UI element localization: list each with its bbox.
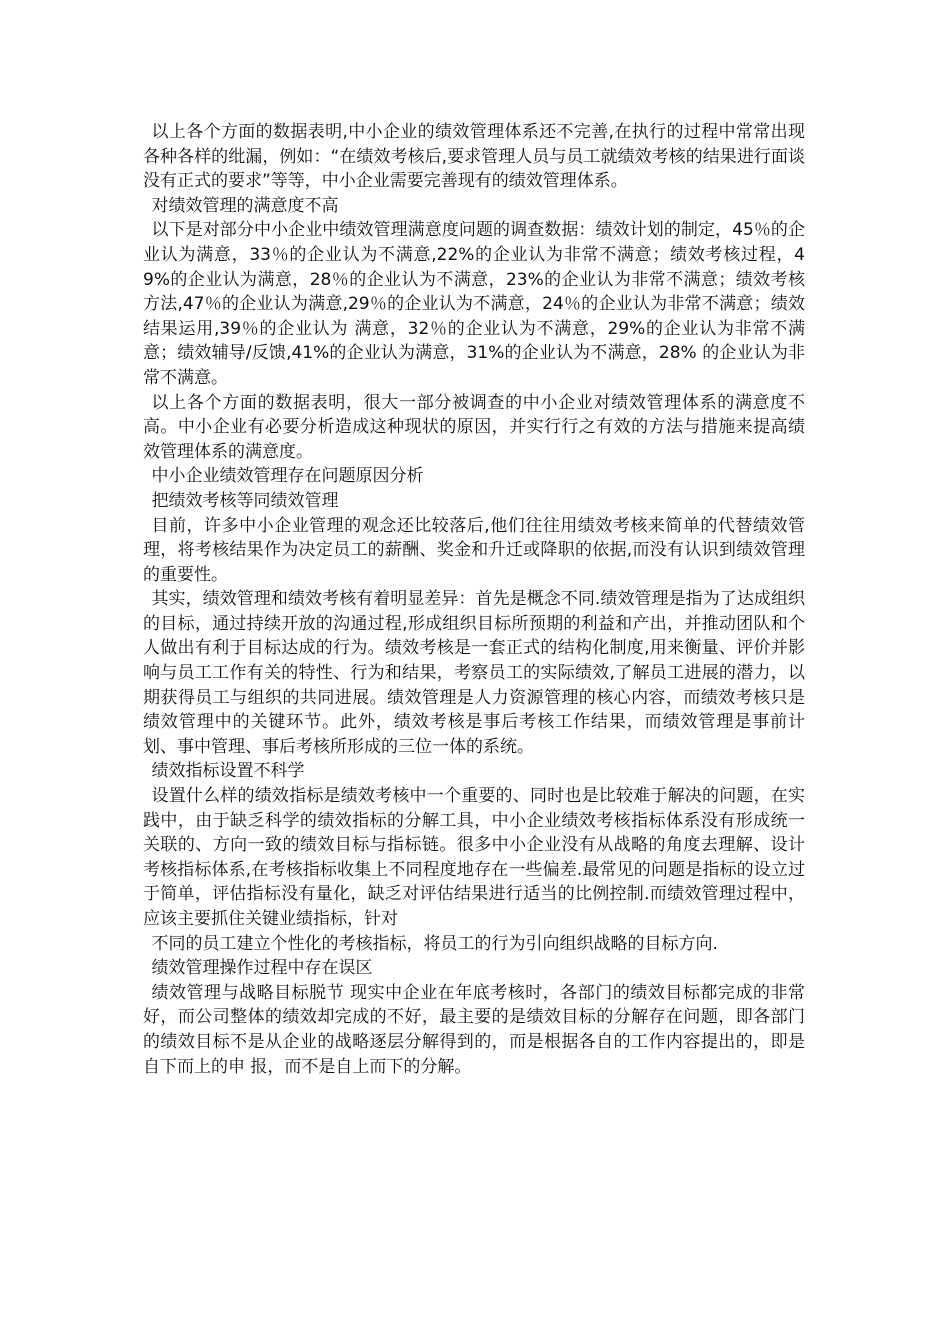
paragraph-differences: 其实，绩效管理和绩效考核有着明显差异：首先是概念不同.绩效管理是指为了达成组织的目标，通过持续开放的沟通过程,形成组织目标所预期的利益和产出，并推动团队和个人做出有利于目标达成的行为。绩效考核是一套正式的结构化制度,用来衡量、评价并影响与员工工作有关的特性、行为和结果，考察员工的实际绩效,了解员工进展的潜力，以期获得员工与组织的共同进展。绩效管理是人力资源管理的核心内容，而绩效考核只是绩效管理中的关键环节。此外，绩效考核是事后考核工作结果，而绩效管理是事前计划、事中管理、事后考核所形成的三位一体的系统。 [143,589,805,757]
paragraph-current-situation: 目前，许多中小企业管理的观念还比较落后,他们往往用绩效考核来简单的代替绩效管理，将考核结果作为决定员工的薪酬、奖金和升迁或降职的依据,而没有认识到绩效管理的重要性。 [143,515,805,585]
subheading-assessment-equals-management: 把绩效考核等同绩效管理 [151,490,339,511]
paragraph-indicator-problems: 设置什么样的绩效指标是绩效考核中一个重要的、同时也是比较难于解决的问题，在实践中，由于缺乏科学的绩效指标的分解工具，中小企业绩效考核指标体系没有形成统一关联的、方向一致的绩效目标与指标链。很多中小企业没有从战略的角度去理解、设计考核指标体系,在考核指标收集上不同程度地存在一些偏差.最常见的问题是指标的设立过于简单，评估指标没有量化，缺乏对评估结果进行适当的比例控制.而绩效管理过程中，应该主要抓住关键业绩指标，针对 [143,786,805,929]
paragraph-strategy-disconnect: 绩效管理与战略目标脱节 现实中企业在年底考核时，各部门的绩效目标都完成的非常好，而公司整体的绩效却完成的不好，最主要的是绩效目标的分解存在问题，即各部门的绩效目标不是从企业的战略逐层分解得到的，而是根据各自的工作内容提出的，即是自下而上的申 报，而不是自上而下的分解。 [143,982,805,1077]
subheading-operation-misconceptions: 绩效管理操作过程中存在误区 [151,958,373,979]
paragraph-data-summary: 以上各个方面的数据表明,中小企业的绩效管理体系还不完善,在执行的过程中常常出现各种各样的纰漏，例如：“在绩效考核后,要求管理人员与员工就绩效考核的结果进行面谈没有正式的要求”等等，中小企业需要完善现有的绩效管理体系。 [143,122,805,192]
paragraph-survey-conclusion: 以上各个方面的数据表明，很大一部分被调查的中小企业对绩效管理体系的满意度不高。中小企业有必要分析造成这种现状的原因，并实行行之有效的方法与措施来提高绩效管理体系的满意度。 [143,392,805,462]
document-page [143,120,805,1079]
subheading-indicator-setting: 绩效指标设置不科学 [151,761,305,782]
section-heading-satisfaction: 对绩效管理的满意度不高 [151,195,339,216]
section-heading-cause-analysis: 中小企业绩效管理存在问题原因分析 [151,466,424,487]
paragraph-survey-data: 以下是对部分中小企业中绩效管理满意度问题的调查数据：绩效计划的制定，45％的企业认为满意，33％的企业认为不满意,22%的企业认为非常不满意；绩效考核过程，49%的企业认为满意，28％的企业认为不满意，23%的企业认为非常不满意；绩效考核方法,47％的企业认为满意,29％的企业认为不满意，24％的企业认为非常不满意；绩效结果运用,39％的企业认为 满意，32％的企业认为不满意，29%的企业认为非常不满意；绩效辅导/反馈,41%的企业认为满意，31%的企业认为不满意，28% 的企业认为非常不满意。 [143,220,805,388]
paragraph-individual-indicators: 不同的员工建立个性化的考核指标，将员工的行为引向组织战略的目标方向. [151,933,718,954]
